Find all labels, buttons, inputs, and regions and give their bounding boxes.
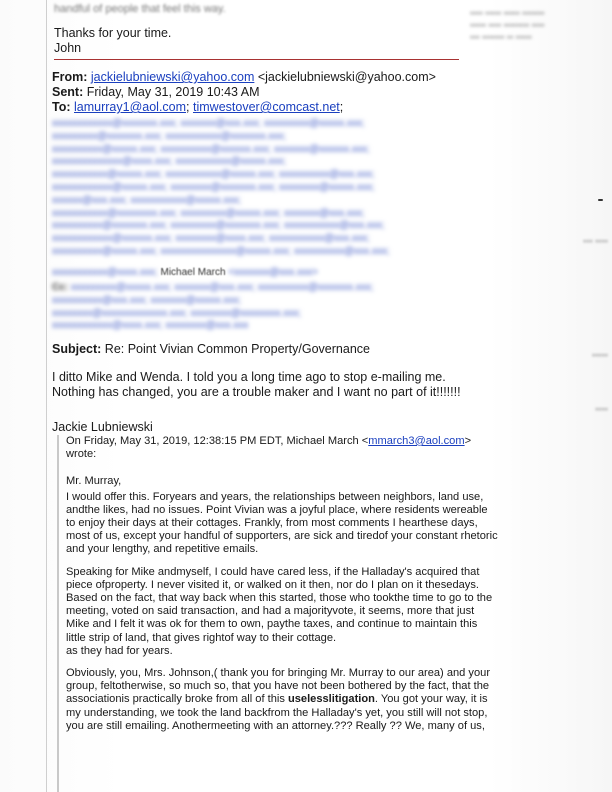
- sent-line: [52, 85, 462, 100]
- redacted-email: <xxxxxxx@xxx.xxx>: [228, 267, 318, 278]
- from-email-link[interactable]: jackielubniewski@yahoo.com: [90, 70, 255, 84]
- previous-message-tail: [54, 3, 226, 56]
- quote-attribution-wrote: wrote:: [66, 448, 97, 461]
- sent-label: Sent:: [52, 85, 84, 99]
- quote-attribution-prefix: On Friday, May 31, 2019, 12:38:15 PM EDT, Michael March: [66, 435, 362, 447]
- cc-label: Cc:: [52, 282, 69, 293]
- quote-paragraph-3: [66, 667, 498, 733]
- subject-line: [52, 342, 370, 356]
- message-separator-rule: [54, 59, 459, 60]
- scan-speck: [598, 199, 603, 201]
- thanks-line: Thanks for your time.: [54, 26, 172, 40]
- bleed-through-text: ▪▪▪ ▪▪▪▪: [583, 236, 608, 246]
- from-label: From:: [52, 70, 88, 84]
- quoted-message-body: [66, 435, 498, 742]
- cut-off-line: handful of people that feel this way.: [54, 3, 226, 15]
- bleed-through-text: ▪▪▪ ▪▪▪▪▪▪▪ ▪▪ ▪▪▪▪▪: [470, 32, 532, 42]
- quote-attribution-email[interactable]: mmarch3@aol.com: [368, 435, 465, 447]
- to-separator: ;: [186, 100, 190, 114]
- quote-paragraph-2-tail: as they had for years.: [66, 644, 173, 657]
- from-line: [52, 70, 462, 85]
- redacted-email: xxxxxxxxxxx@xxxx.xxx;: [52, 267, 158, 278]
- quote-paragraph-3-bold: uselesslitigation: [287, 693, 375, 706]
- quote-paragraph-3-start: Obviously, you, Mrs. Johnson,( thank you for bringing Mr. Murray to our area) and your group, feltotherwise, so much so, that you have not been bothered by the fact, that the associationis practically broke from all of this: [66, 667, 491, 706]
- quote-greeting: Mr. Murray,: [66, 475, 122, 488]
- to-email-link-2[interactable]: timwestover@comcast.net: [193, 100, 340, 114]
- sender-first-name: John: [54, 41, 82, 55]
- reply-body: [52, 370, 492, 400]
- reply-line-2: Nothing has changed, you are a trouble maker and I want no part of it!!!!!!!: [52, 385, 461, 399]
- from-email-bracket: <jackielubniewski@yahoo.com>: [257, 70, 436, 84]
- subject-label: Subject:: [52, 342, 102, 356]
- to-line: [52, 100, 462, 115]
- quote-attribution: On Friday, May 31, 2019, 12:38:15 PM EDT, Michael March <mmarch3@aol.com> wrote:: [66, 435, 472, 461]
- quote-paragraph-3-end: . You got your way, it is my understanding, we took the land backfrom the Halladay's yet, you still will not stop, you are still emailing. Anothermeeting with an attorney.??? Really ?? We, many of us,: [66, 693, 488, 732]
- quoted-message: [57, 435, 499, 792]
- cc-name-row: [52, 267, 318, 280]
- left-margin-rule: [46, 0, 47, 792]
- redacted-cc-list: Cc: xxxxxxxxx@xxxxx.xxx; xxxxxxx@xxx.xxx; xxxxxxxxxx@xxxxxxx.xxx; xxxxxxxxxx@xxx.xxx; xxxxxxx@xxxxx.xxx; xxxxxxxx@xxxxxxxxxxxxx.xxx; xxxxxxxx@xxxxxxxx.xxx; xxxxxxxxxxxx@xxxx.xxx; xxxxxxxx@xxx.xxx: [52, 282, 374, 332]
- bleed-through-text: ▪▪▪▪: [595, 404, 608, 414]
- quote-paragraph-2: Speaking for Mike andmyself, I could have cared less, if the Halladay's acquired that piece ofproperty. I never visited it, or walked on it then, nor do I plan on it thesedays. Based on the fact, that way back when this started, those who tookthe time to go to the meeting, voted on said transaction, and had a majorityvote, it seems, more that just Mike and I felt it was ok for them to own, paythe taxes, and continue to maintain this little strip of land, that gives rightof way to their cottage.: [66, 565, 493, 644]
- to-label: To:: [52, 100, 71, 114]
- email-header: [52, 70, 462, 115]
- reply-line-1: I ditto Mike and Wenda. I told you a long time ago to stop e-mailing me.: [52, 370, 446, 384]
- subject-value: Re: Point Vivian Common Property/Governance: [104, 342, 370, 356]
- sent-value: Friday, May 31, 2019 10:43 AM: [86, 85, 260, 99]
- reply-signature: Jackie Lubniewski: [52, 420, 153, 434]
- bleed-through-text: ▪▪▪▪ ▪▪▪▪▪ ▪▪▪▪▪ ▪▪▪▪▪▪▪: [470, 8, 545, 18]
- redacted-recipient-list: xxxxxxxxxxxx@xxxxxxx.xxx; xxxxxxx@xxx.xxx; xxxxxxxxx@xxxxx.xxx; xxxxxxxxx@xxxxxxx.xxx; xxxxxxxxxxx@xxxxxxx.xxx; xxxxxxxxxx@xxxxx.xxx; xxxxxxxxxx@xxxxxx.xxx; xxxxxxx@xxxxxx.xxx; xxxxxxxxxxxxxx@xxxx.xxx; xxxxxxxxxxx@xxxxx.xxx; xxxxxxxxxxx@xxxxx.xxx; xxxxxxxxxxx@xxxxx.xxx; xxxxxxxxxx@xxx.xxx; xxxxxxxxxxxx@xxxxx.xxx; xxxxxxxx@xxxxxxx.xxx; xxxxxxxx@xxxxx.xxx; xxxxxx@xxx.xxx; xxxxxxxxxxx@xxxxx.xxx; xxxxxxxxxxx@xxxxxxxx.xxx; xxxxxxxxx@xxxxx.xxx; xxxxxxx@xxx.xxx; xxxxxxxxxx@xxxxxxx.xxx; xxxxxxxxx@xxxxxxx.xxx; xxxxxxxxxxx@xxx.xxx; xxxxxxxxxxxx@xxxxxx.xxx; xxxxxxxx@xxxx.xxx; xxxxxxxxxxx@xxx.xxx; xxxxxxxxxx@xxxxx.xxx; xxxxxxxxxxxxxxx@xxxxx.xxx; xxxxxxxxxx@xxx.xxx;: [52, 118, 390, 257]
- to-end: ;: [339, 100, 344, 114]
- bleed-through-text: ▪▪▪▪▪ ▪▪▪▪ ▪▪▪▪▪▪▪▪ ▪▪▪▪: [470, 20, 545, 30]
- bleed-through-text: ▪▪▪▪▪: [592, 350, 608, 360]
- quote-paragraph-1: I would offer this. Foryears and years, the relationships between neighbors, land use, andthe likes, had no issues. Point Vivian was a joyful place, where residents wereable to enjoy their days at their cottages. Frankly, from most comments I hearthese days, most of us, except your handful of supporters, are sick and tiredof your constant rhetoric and your lengthy, and repetitive emails.: [66, 490, 498, 556]
- cc-name: Michael March: [160, 267, 226, 278]
- to-email-link-1[interactable]: lamurray1@aol.com: [74, 100, 187, 114]
